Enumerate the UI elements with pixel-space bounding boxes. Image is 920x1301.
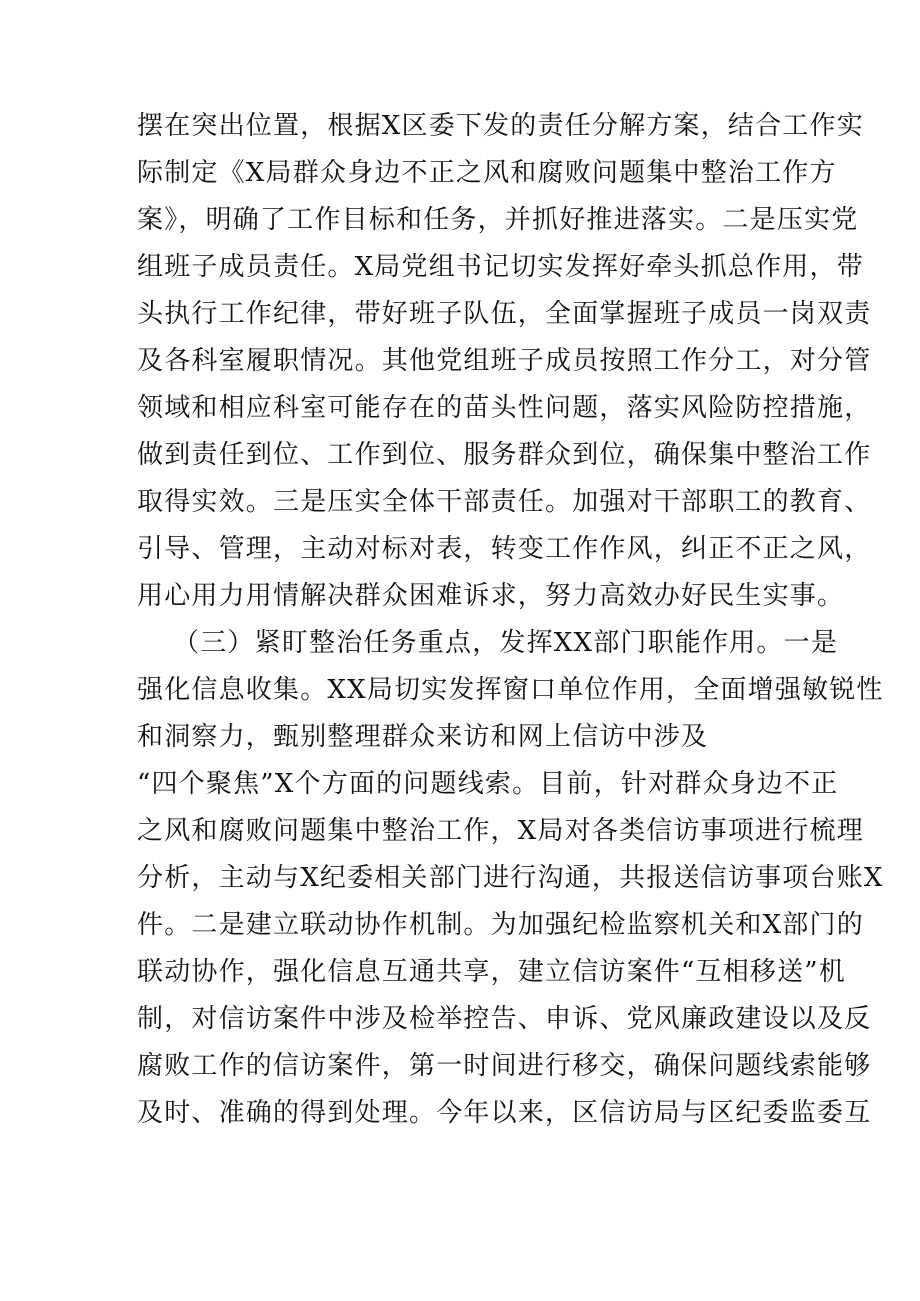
text-line-1: 摆在突出位置，根据X区委下发的责任分解方案，结合工作实 xyxy=(137,111,864,141)
text-line-3: 案》，明确了工作目标和任务，并抓好推进落实。二是压实党 xyxy=(137,205,859,235)
body-text xyxy=(137,103,884,1137)
text-line-6: 及各科室履职情况。其他党组班子成员按照工作分工，对分管 xyxy=(137,346,872,376)
text-line-7: 领域和相应科室可能存在的苗头性问题，落实风险防控措施， xyxy=(137,393,872,423)
text-line-11: 用心用力用情解决群众困难诉求，努力高效办好民生实事。 xyxy=(137,581,845,611)
text-line-21: 腐败工作的信访案件，第一时间进行移交，确保问题线索能够 xyxy=(137,1051,872,1081)
text-line-15: “四个聚焦”X个方面的问题线索。目前，针对群众身边不正 xyxy=(137,769,839,799)
text-line-17: 分析，主动与X纪委相关部门进行沟通，共报送信访事项台账X xyxy=(137,863,884,893)
text-line-16: 之风和腐败问题集中整治工作，X局对各类信访事项进行梳理 xyxy=(137,816,864,846)
text-line-18: 件。二是建立联动协作机制。为加强纪检监察机关和X部门的 xyxy=(137,910,864,940)
text-line-2: 际制定《X局群众身边不正之风和腐败问题集中整治工作方 xyxy=(137,158,837,188)
text-line-14: 和洞察力，甄别整理群众来访和网上信访中涉及 xyxy=(137,722,709,752)
text-line-20: 制，对信访案件中涉及检举控告、申诉、党风廉政建设以及反 xyxy=(137,1004,872,1034)
text-line-9: 取得实效。三是压实全体干部责任。加强对干部职工的教育、 xyxy=(137,487,872,517)
text-line-22: 及时、准确的得到处理。今年以来，区信访局与区纪委监委互 xyxy=(137,1098,872,1128)
text-line-10: 引导、管理，主动对标对表，转变工作作风，纠正不正之风， xyxy=(137,534,872,564)
text-line-8: 做到责任到位、工作到位、服务群众到位，确保集中整治工作 xyxy=(137,440,872,470)
text-line-4: 组班子成员责任。X局党组书记切实发挥好牵头抓总作用，带 xyxy=(137,252,864,282)
text-line-5: 头执行工作纪律，带好班子队伍，全面掌握班子成员一岗双责 xyxy=(137,299,872,329)
text-line-19: 联动协作，强化信息互通共享，建立信访案件“互相移送”机 xyxy=(137,957,846,987)
section-heading-3: （三）紧盯整治任务重点，发挥XX部门职能作用。一是 xyxy=(173,628,839,658)
text-line-13: 强化信息收集。XX局切实发挥窗口单位作用，全面增强敏锐性 xyxy=(137,675,884,705)
